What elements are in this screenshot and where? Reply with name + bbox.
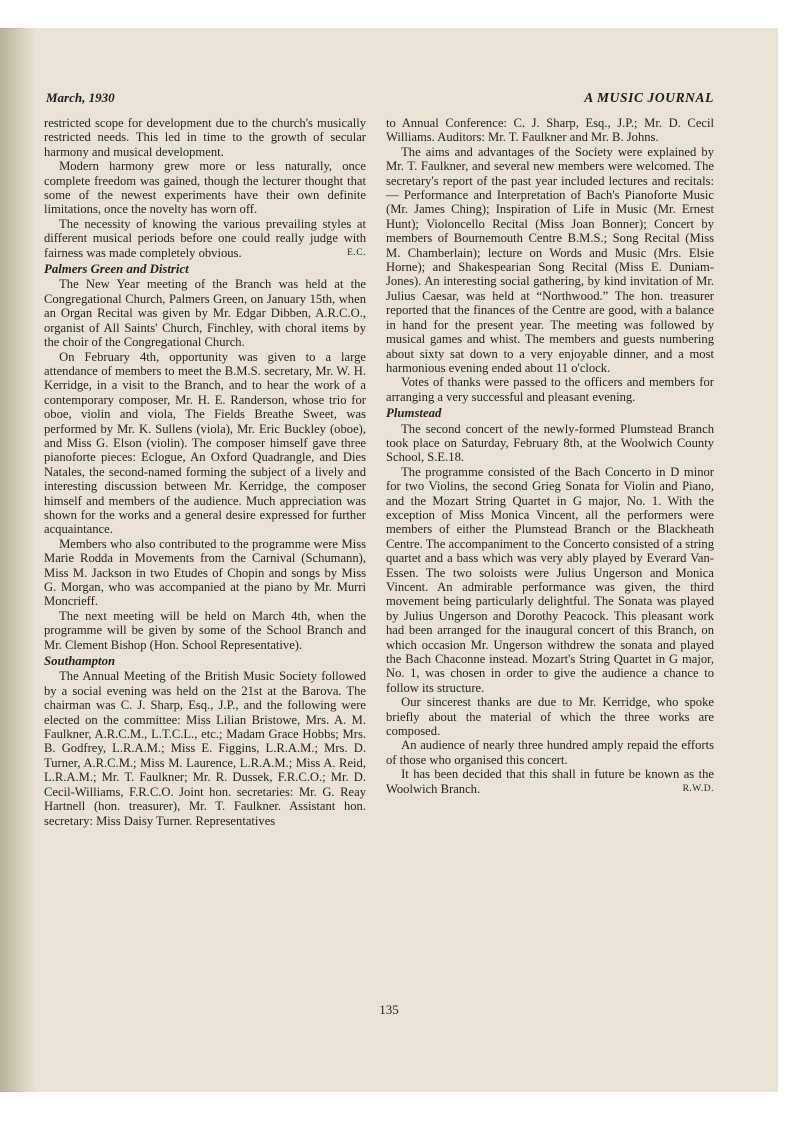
left-column bbox=[44, 116, 366, 828]
journal-page bbox=[0, 28, 778, 1092]
paragraph: The second concert of the newly-formed Plumstead Branch took place on Saturday, February 8th, at the Woolwich County School, S.E.18. bbox=[386, 421, 714, 465]
author-initials: E.C. bbox=[347, 247, 366, 258]
paragraph: Modern harmony grew more or less naturally, once complete freedom was gained, though the lecturer thought that some of the newest experiments have their own definite limitations, once the novelty has worn off. bbox=[44, 159, 366, 217]
paragraph: restricted scope for development due to the church's musically restricted needs. This led in time to the growth of secular harmony and musical development. bbox=[44, 116, 366, 159]
binding-gutter bbox=[0, 28, 36, 1092]
paragraph: The next meeting will be held on March 4th, when the programme will be given by some of the School Branch and Mr. Clement Bishop (Hon. School Representative). bbox=[44, 608, 366, 652]
page-number: 135 bbox=[379, 1002, 399, 1017]
paragraph: The New Year meeting of the Branch was held at the Congregational Church, Palmers Green, on January 15th, when an Organ Recital was given by Mr. Edgar Dibben, A.R.C.O., organist of All Saints' Church, Finchley, with choral items by the choir of the Congregational Church. bbox=[44, 277, 366, 350]
paragraph: The Annual Meeting of the British Music Society followed by a social evening was held on the 21st at the Barova. The chairman was C. J. Sharp, Esq., J.P., and the following were elected on the committee: Miss Lilian Bristowe, Mrs. A. M. Faulkner, A.R.C.M., L.T.C.L., etc.; Madam Grace Hobbs; Mrs. B. Godfrey, L.R.A.M.; Miss E. Figgins, L.R.A.M.; Mrs. D. Turner, A.R.C.M.; Miss M. Laurence, L.R.A.M.; Miss A. Reid, L.R.A.M.; Mr. T. Faulkner; Mr. R. Dussek, F.R.C.O.; Mr. D. Cecil-Williams, F.R.C.O. Joint hon. secretaries: Mr. G. Reay Hartnell (hon. treasurer), Mr. T. Faulkner. Assistant hon. secretary: Miss Daisy Turner. Representatives bbox=[44, 669, 366, 828]
author-initials: R.W.D. bbox=[682, 783, 714, 794]
paragraph bbox=[44, 217, 366, 260]
section-heading-palmers-green: Palmers Green and District bbox=[44, 262, 189, 277]
issue-date: March, 1930 bbox=[46, 90, 115, 105]
paragraph-text: The necessity of knowing the various prevailing styles at different musical periods before one could really judge with fairness was made completely obvious. bbox=[44, 216, 366, 260]
running-header bbox=[46, 90, 714, 110]
paragraph: Votes of thanks were passed to the officers and members for arranging a very successful and pleasant evening. bbox=[386, 375, 714, 404]
paragraph: Our sincerest thanks are due to Mr. Kerridge, who spoke briefly about the material of which the three works are composed. bbox=[386, 695, 714, 739]
right-column bbox=[386, 116, 714, 796]
paragraph: The programme consisted of the Bach Concerto in D minor for two Violins, the second Grieg Sonata for Violin and Piano, and the Mozart String Quartet in G major, No. 1. With the exception of Miss Monica Vincent, all the performers were members of either the Plumstead Branch or the Blackheath Centre. The accompaniment to the Concerto consisted of a string quartet and a bass which was very ably played by Everard Van-Essen. The two soloists were Julius Ungerson and Monica Vincent. An admirable performance was given, the third movement being particularly delightful. The Sonata was played by Julius Ungerson and Dorothy Peacock. This pleasant work had been arranged for the inaugural concert of this Branch, on which occasion Mr. Ungerson withdrew the sonata and played the Bach Chaconne instead. Mozart's String Quartet in G major, No. 1, was chosen in order to give the audience a chance to follow its structure. bbox=[386, 464, 714, 695]
section-heading-southampton: Southampton bbox=[44, 654, 116, 669]
paragraph: The aims and advantages of the Society were explained by Mr. T. Faulkner, and several new members were welcomed. The secretary's report of the past year included lectures and recitals:— Performance and Interpretation of Bach's Pianoforte Music (Mr. James Ching); Inspiration of Life in Music (Mr. Ernest Hunt); Violoncello Recital (Miss Joan Bonner); Concert by members of Bournemouth Centre B.M.S.; Song Recital (Miss M. Chamberlain); lecture on Words and Music (Mrs. Elsie Horne); and Shakespearian Song Recital (Miss E. Duniam-Jones). An interesting social gathering, by kind invitation of Mr. Julius Caesar, was held at “Northwood.” The hon. treasurer reported that the finances of the Centre are good, with a balance in hand for the present year. The meeting was followed by musical games and whist. The members and guests numbering about sixty sat down to a very enjoyable dinner, and a most harmonious evening ended about 11 o'clock. bbox=[386, 144, 714, 375]
paragraph: to Annual Conference: C. J. Sharp, Esq., J.P.; Mr. D. Cecil Williams. Auditors: Mr. T. Faulkner and Mr. B. Johns. bbox=[386, 116, 714, 145]
journal-title: A MUSIC JOURNAL bbox=[584, 90, 714, 105]
section-heading-plumstead: Plumstead bbox=[386, 406, 442, 421]
paragraph: On February 4th, opportunity was given to a large attendance of members to meet the B.M.S. secretary, Mr. W. H. Kerridge, in a visit to the Branch, and to hear the work of a contemporary composer, Mr. H. E. Randerson, whose trio for oboe, violin and viola, The Fields Breathe Sweet, was performed by Mr. K. Sullens (viola), Mr. Eric Buckley (oboe), and Miss G. Elson (violin). The composer himself gave three pianoforte pieces: Eclogue, An Oxford Quadrangle, and Dies Natales, the second-named forming the subject of a lively and interesting discussion between Mr. Kerridge, the composer himself and members of the audience. Much appreciation was shown for the works and a general desire expressed for further acquaintance. bbox=[44, 349, 366, 537]
paragraph-text: It has been decided that this shall in future be known as the Woolwich Branch. bbox=[386, 767, 714, 796]
paragraph: Members who also contributed to the programme were Miss Marie Rodda in Movements from the Carnival (Schumann), Miss M. Jackson in two Etudes of Chopin and songs by Miss G. Morgan, who was accompanied at the piano by Mr. Murri Moncrieff. bbox=[44, 536, 366, 609]
paragraph bbox=[386, 767, 714, 796]
paragraph: An audience of nearly three hundred amply repaid the efforts of those who organised this concert. bbox=[386, 738, 714, 767]
